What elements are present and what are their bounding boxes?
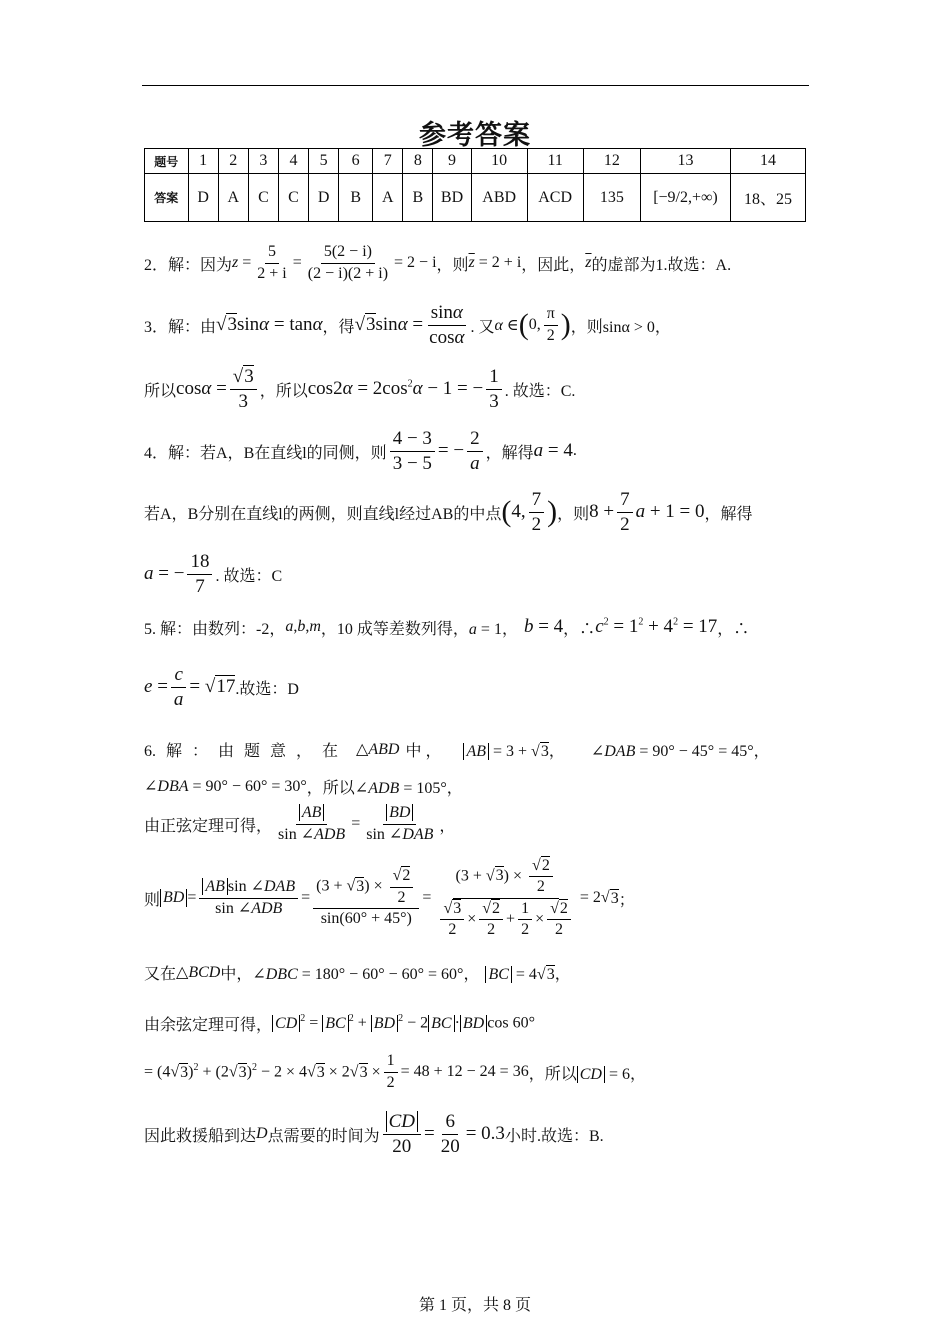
number-cell: 11 bbox=[527, 149, 583, 174]
answer-cell: [−9/2,+∞) bbox=[641, 174, 731, 222]
number-cell: 3 bbox=[248, 149, 278, 174]
q6-line-6: 由余弦定理可得， CD $^2$ = BC $^2$ + BD $^2$ − 2 BC · BD cos 60° bbox=[144, 1013, 535, 1034]
q6-text: 由正弦定理可得， bbox=[144, 817, 273, 835]
number-cell: 5 bbox=[309, 149, 339, 174]
q2-text: ，因此， bbox=[521, 256, 586, 274]
answer-cell: C bbox=[278, 174, 308, 222]
q4-line-1: 4．解：若A， B在直线l的同侧，则 $\frac{4 - 3}{3 - 5}$ = − $\frac{2}{a}$ ，解得 a = 4 . bbox=[144, 427, 577, 474]
q3-text: ，得 bbox=[322, 318, 355, 336]
q3-text: 所以 bbox=[144, 382, 177, 400]
q4-text: ，解得 bbox=[485, 444, 534, 462]
q3-text: . 又 bbox=[470, 318, 495, 336]
q4-line-3: a = − $\frac{18}{7}$ . 故选：C bbox=[144, 550, 283, 597]
q4-text: ，解得 bbox=[704, 505, 753, 523]
q6-text: 则 bbox=[144, 891, 161, 909]
table-row-numbers bbox=[145, 149, 806, 174]
q6-line-4: 则 BD = $\frac{\text{AB sin ∠DAB}}{\text{sin ∠ADB}}$ = (3 + √3) × $\frac{√2}{2}$ sin(60° + 45°) = (3 + √3) × $\frac{√2}{2}$ $\frac{√3}{2}$ × $\frac{√2}{2}$ + $\frac{1}{2}$ × $\frac{√2}{2}$ = 2√ 3 ； bbox=[144, 856, 635, 938]
q6-text: 中， bbox=[220, 965, 253, 983]
q3-line-1: 3．解：由 √3sinα = tanα ，得 √3sinα = $\frac{\sin\alpha}{\cos\alpha}$ . 又 α ∈ ( 0, $\frac{\pi}{2}$ ) ，则sinα > 0， bbox=[144, 301, 671, 348]
answer-cell: 18、25 bbox=[730, 174, 805, 222]
q5-line-1: 5. 解：由数列：-2， a,b,m ，10 成等差数列得， a = 1， b = 4 ，∴ $c^2 = 1^2 + 4^2 = 17$ ，∴ bbox=[144, 616, 750, 638]
q3-text: ，所以 bbox=[259, 382, 308, 400]
number-cell: 4 bbox=[278, 149, 308, 174]
q2-text: 2．解：因为 bbox=[144, 256, 233, 274]
page-title: 参考答案 bbox=[419, 120, 531, 151]
answer-table bbox=[144, 148, 806, 222]
answer-cell: D bbox=[188, 174, 218, 222]
q5-text: .故选：D bbox=[235, 680, 299, 698]
answer-cell: B bbox=[403, 174, 433, 222]
table-row-answers bbox=[145, 174, 806, 222]
row-label-numbers: 题号 bbox=[145, 149, 189, 174]
answer-cell: B bbox=[339, 174, 373, 222]
q5-text: 5. 解：由数列：-2， bbox=[144, 620, 286, 638]
q4-text: 4．解：若A， bbox=[144, 444, 244, 462]
number-cell: 12 bbox=[583, 149, 640, 174]
q3-text: 3．解：由 bbox=[144, 318, 217, 336]
q6-text: 因此救援船到达 bbox=[144, 1127, 257, 1145]
answer-cell: D bbox=[309, 174, 339, 222]
q3-text: . 故选：C. bbox=[504, 382, 576, 400]
q4-text: . 故选：C bbox=[215, 567, 283, 585]
q6-text: 小时.故选：B. bbox=[504, 1127, 604, 1145]
q6-line-8: 因此救援船到达 D 点需要的时间为 $\frac{CD}{20}$ = $\frac{6}{20}$ = 0.3 小时.故选：B. bbox=[144, 1110, 604, 1157]
q3-text: ，则sinα > 0， bbox=[570, 318, 671, 336]
answer-cell: C bbox=[248, 174, 278, 222]
number-cell: 1 bbox=[188, 149, 218, 174]
q6-line-1: 6. 解 ： 由 题 意 ， 在 △ABD 中 ， AB = 3 + √3， ∠DAB = 90° − 45° = 45°， bbox=[144, 735, 770, 763]
q4-text: . bbox=[572, 442, 577, 459]
q2-text: 的虚部为1.故选：A. bbox=[591, 256, 732, 274]
row-label-answers: 答案 bbox=[145, 174, 189, 222]
q6-line-3: 由正弦定理可得， $\frac{AB}{\text{sin ∠ADB}}$ = $\frac{BD}{\text{sin ∠DAB}}$ ， bbox=[144, 804, 456, 843]
q6-text: 6. 解 ： 由 题 意 ， 在 bbox=[144, 742, 339, 760]
q4-text: B在直线l的同侧，则 bbox=[243, 444, 387, 462]
header-rule bbox=[142, 85, 809, 86]
q4-text: ，则 bbox=[557, 505, 590, 523]
answer-cell: BD bbox=[433, 174, 471, 222]
number-cell: 2 bbox=[218, 149, 248, 174]
answer-cell: 135 bbox=[583, 174, 640, 222]
answer-cell: ACD bbox=[527, 174, 583, 222]
q6-line-5: 又在 △BCD 中， ∠DBC = 180° − 60° − 60° = 60°， BC = 4√3， bbox=[144, 958, 571, 986]
q6-line-7: = $(4√3)^2 + (2√3)^2 - 2 \times 4√3 \times 2√3$ × $\frac{1}{2}$ = 48 + 12 − 24 = 36 ，所以 CD = 6， bbox=[144, 1052, 646, 1091]
q4-line-2: 若A， B分别在直线l的两侧，则直线l经过AB的中点 ( 4, $\frac{7}{2}$ ) ，则 8 + $\frac{7}{2}$ a + 1 = 0 ，解得 bbox=[144, 488, 753, 535]
answer-cell: A bbox=[218, 174, 248, 222]
q5-text: ，10 成等差数列得， bbox=[320, 620, 469, 638]
page-footer: 第 1 页，共 8 页 bbox=[418, 1297, 531, 1314]
answer-cell: A bbox=[373, 174, 403, 222]
q6-line-2: ∠DBA = 90° − 60° = 30° ，所以 ∠ADB = 105°， bbox=[144, 773, 463, 799]
answer-cell: ABD bbox=[471, 174, 527, 222]
number-cell: 9 bbox=[433, 149, 471, 174]
q5-line-2: e = $\frac{c}{a}$ = √17 .故选：D bbox=[144, 663, 299, 710]
q4-text: 若A， bbox=[144, 505, 188, 523]
q6-text: ，所以 bbox=[306, 779, 355, 797]
number-cell: 13 bbox=[641, 149, 731, 174]
q6-text: 又在 bbox=[144, 965, 177, 983]
number-cell: 8 bbox=[403, 149, 433, 174]
q2-text: ，则 bbox=[436, 256, 469, 274]
q6-text: 点需要的时间为 bbox=[267, 1127, 380, 1145]
q6-text: ，所以 bbox=[528, 1065, 577, 1083]
q2-line: 2．解：因为 z = $\frac{5}{2 + i}$ = $\frac{5(2 - i)}{(2 - i)(2 + i)}$ = 2 − i ，则 $\overline{z} = 2 + i$ ，因此， $\overline{z}$ 的虚部为1.故选：A. bbox=[144, 243, 732, 282]
q4-text: B分别在直线l的两侧，则直线l经过AB的中点 bbox=[187, 505, 502, 523]
q6-text: 由余弦定理可得， bbox=[144, 1016, 273, 1034]
number-cell: 7 bbox=[373, 149, 403, 174]
number-cell: 6 bbox=[339, 149, 373, 174]
q3-line-2: 所以 cosα = $\frac{√3}{3}$ ，所以 $\cos 2\alpha = 2\cos^2\alpha - 1$ = − $\frac{1}{3}$ . 故选：C. bbox=[144, 365, 576, 412]
number-cell: 14 bbox=[730, 149, 805, 174]
q6-text: 中 ， bbox=[405, 742, 442, 760]
number-cell: 10 bbox=[471, 149, 527, 174]
